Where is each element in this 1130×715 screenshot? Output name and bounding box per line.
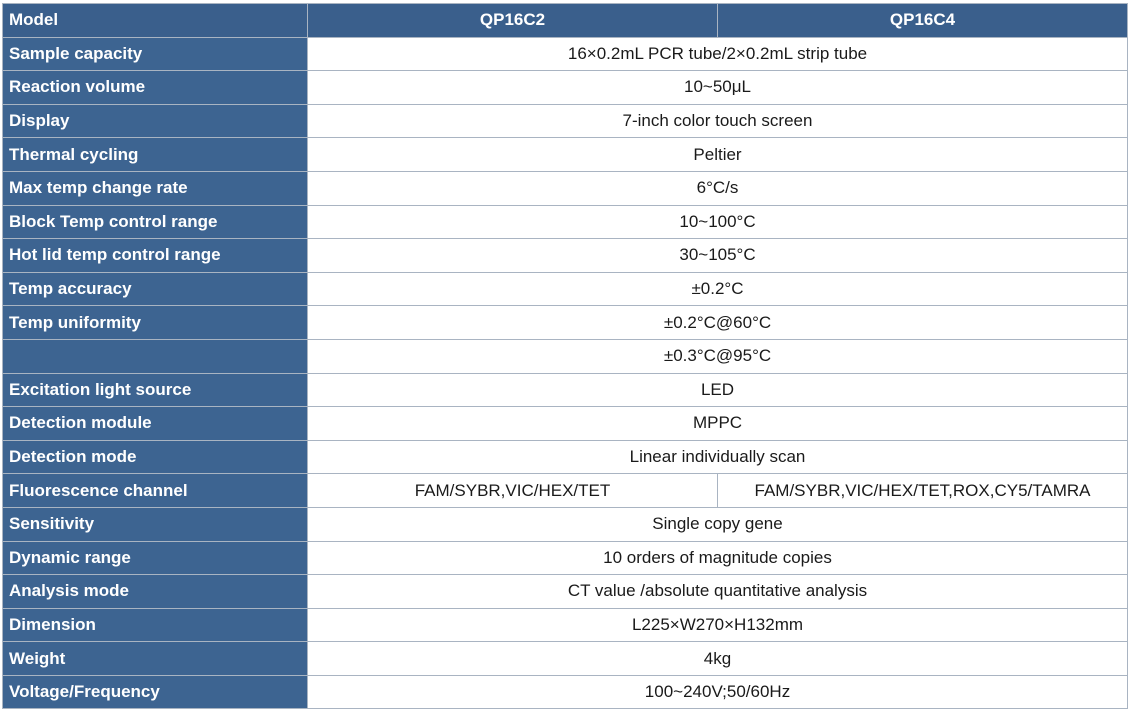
row-label: Display [3, 104, 308, 138]
header-model-qp16c2: QP16C2 [308, 4, 718, 38]
row-label: Temp uniformity [3, 306, 308, 340]
row-label: Excitation light source [3, 373, 308, 407]
header-model-label: Model [3, 4, 308, 38]
row-label: Weight [3, 642, 308, 676]
table-row [3, 541, 1128, 575]
row-value-qp16c4: FAM/SYBR,VIC/HEX/TET,ROX,CY5/TAMRA [718, 474, 1128, 508]
table-row [3, 675, 1128, 709]
row-value: Peltier [308, 138, 1128, 172]
row-value: 16×0.2mL PCR tube/2×0.2mL strip tube [308, 37, 1128, 71]
table-row [3, 171, 1128, 205]
row-label: Temp accuracy [3, 272, 308, 306]
row-label: Detection mode [3, 440, 308, 474]
row-value: MPPC [308, 407, 1128, 441]
row-value: 6°C/s [308, 171, 1128, 205]
table-row [3, 138, 1128, 172]
table-row [3, 339, 1128, 373]
row-value: ±0.3°C@95°C [308, 339, 1128, 373]
row-label: Analysis mode [3, 575, 308, 609]
row-value: Linear individually scan [308, 440, 1128, 474]
row-value: 7-inch color touch screen [308, 104, 1128, 138]
row-label: Dimension [3, 608, 308, 642]
row-value: ±0.2°C@60°C [308, 306, 1128, 340]
row-label: Block Temp control range [3, 205, 308, 239]
row-label [3, 339, 308, 373]
row-value: 10~50μL [308, 71, 1128, 105]
row-value: 4kg [308, 642, 1128, 676]
table-row [3, 474, 1128, 508]
row-label: Dynamic range [3, 541, 308, 575]
table-row [3, 71, 1128, 105]
table-row [3, 373, 1128, 407]
row-label: Fluorescence channel [3, 474, 308, 508]
table-row [3, 37, 1128, 71]
row-value-qp16c2: FAM/SYBR,VIC/HEX/TET [308, 474, 718, 508]
row-value: CT value /absolute quantitative analysis [308, 575, 1128, 609]
row-value: LED [308, 373, 1128, 407]
table-row [3, 507, 1128, 541]
table-row [3, 575, 1128, 609]
table-row [3, 608, 1128, 642]
table-row [3, 239, 1128, 273]
row-label: Voltage/Frequency [3, 675, 308, 709]
row-label: Sensitivity [3, 507, 308, 541]
row-value: Single copy gene [308, 507, 1128, 541]
header-row [3, 4, 1128, 38]
table-row [3, 642, 1128, 676]
header-model-qp16c4: QP16C4 [718, 4, 1128, 38]
row-value: L225×W270×H132mm [308, 608, 1128, 642]
row-value: 30~105°C [308, 239, 1128, 273]
table-row [3, 104, 1128, 138]
table-row [3, 205, 1128, 239]
row-value: 100~240V;50/60Hz [308, 675, 1128, 709]
row-label: Hot lid temp control range [3, 239, 308, 273]
table-row [3, 306, 1128, 340]
table-row [3, 407, 1128, 441]
row-value: 10~100°C [308, 205, 1128, 239]
row-label: Sample capacity [3, 37, 308, 71]
row-label: Detection module [3, 407, 308, 441]
row-label: Thermal cycling [3, 138, 308, 172]
row-value: ±0.2°C [308, 272, 1128, 306]
table-row [3, 272, 1128, 306]
row-value: 10 orders of magnitude copies [308, 541, 1128, 575]
row-label: Max temp change rate [3, 171, 308, 205]
spec-table [2, 3, 1128, 709]
row-label: Reaction volume [3, 71, 308, 105]
table-row [3, 440, 1128, 474]
